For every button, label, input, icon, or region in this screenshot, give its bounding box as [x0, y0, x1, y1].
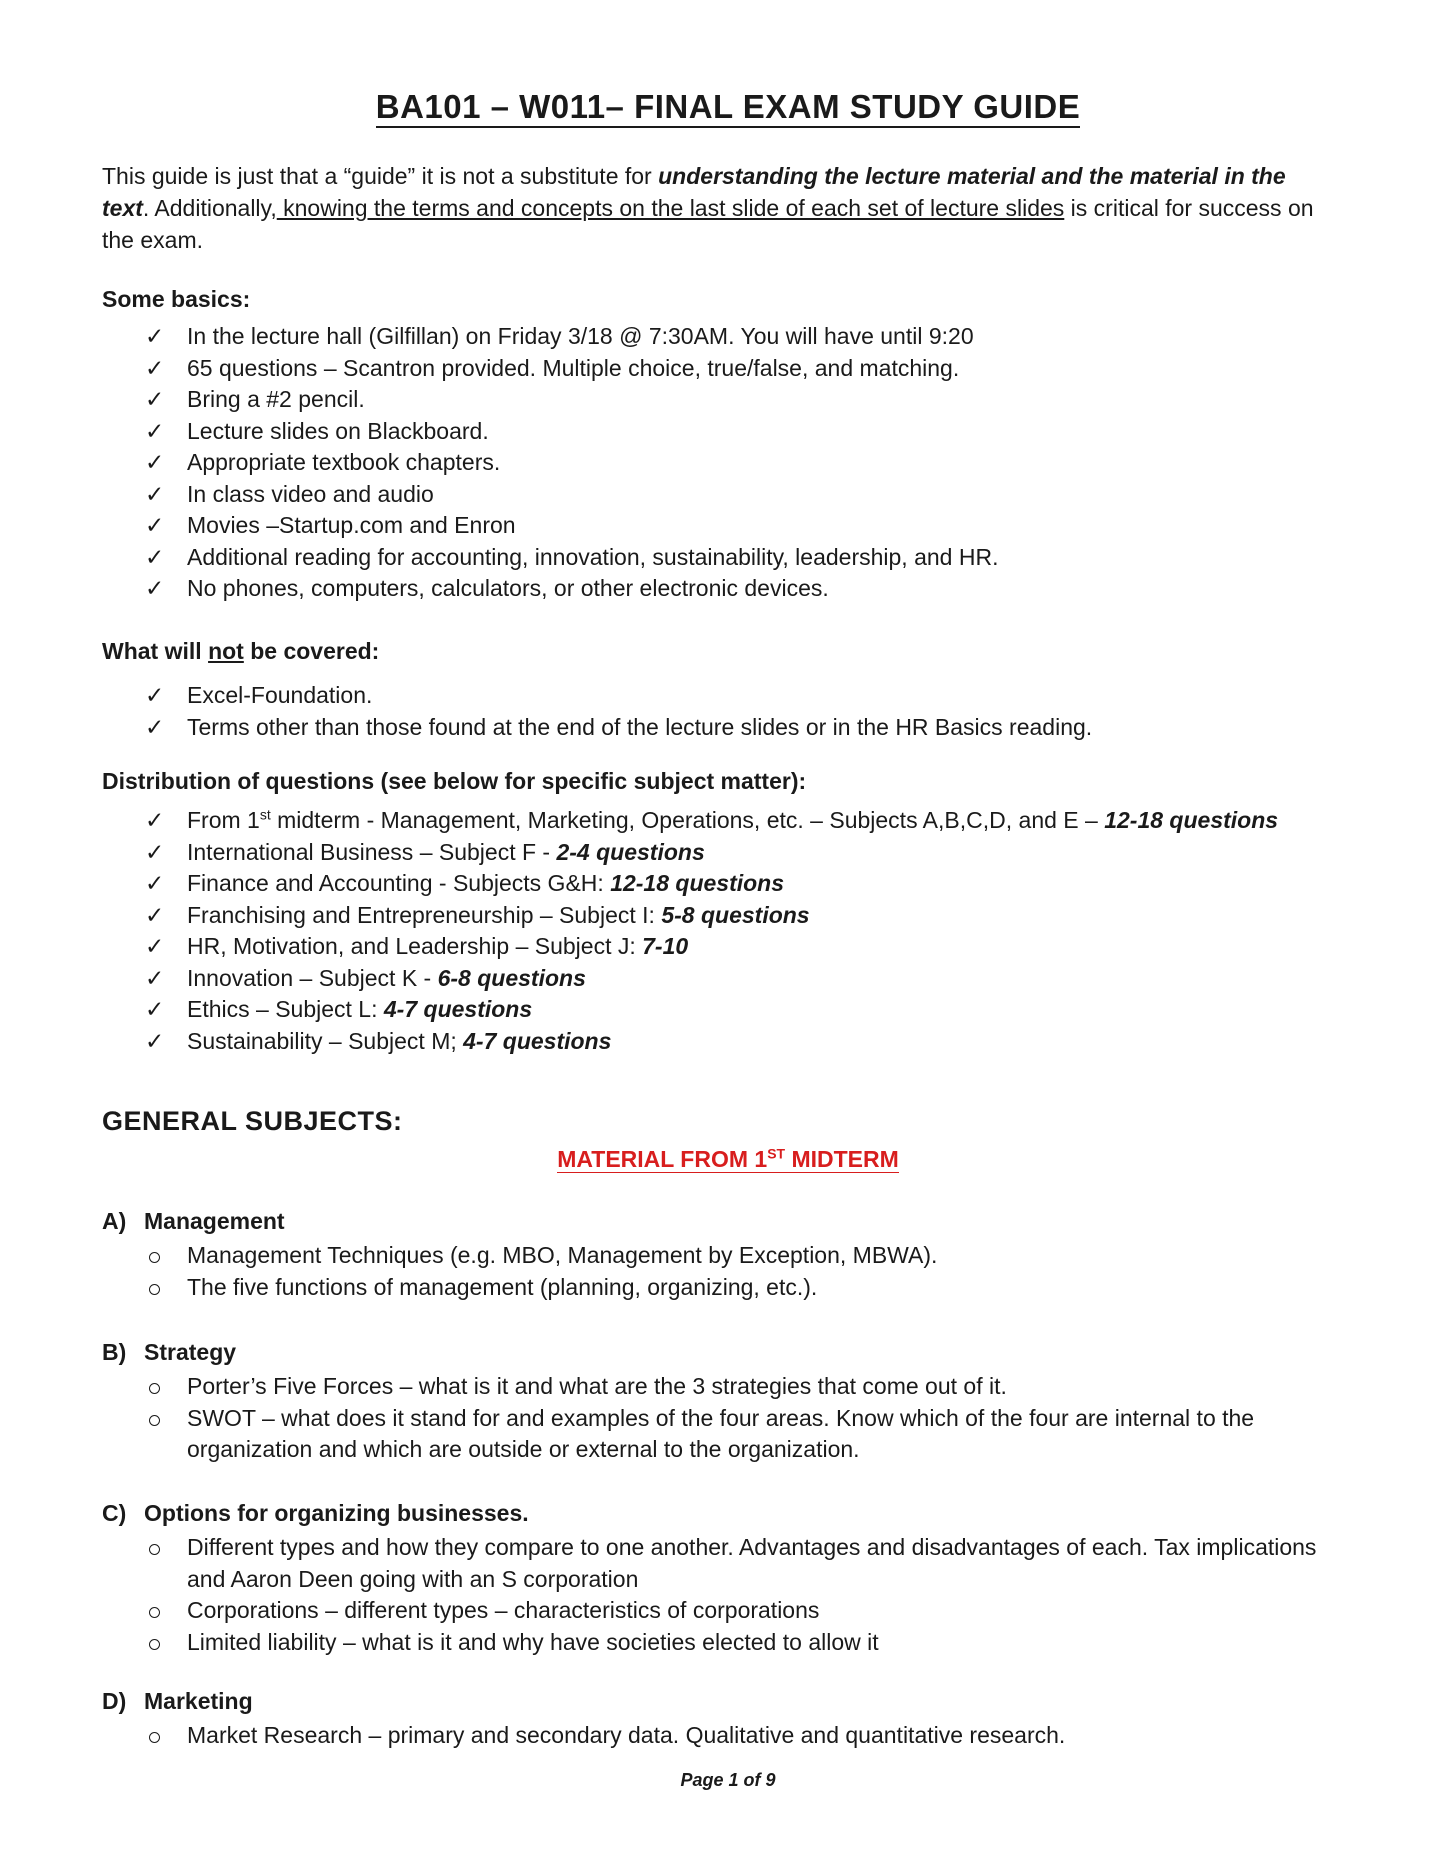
intro-text-5: is critical for success on the exam. [102, 195, 1314, 253]
checkmark-icon: ✓ [145, 543, 165, 570]
basics-item [145, 573, 998, 605]
bullet-circle-icon [149, 1415, 160, 1426]
checkmark-icon: ✓ [145, 512, 165, 538]
section-title: Marketing [144, 1688, 253, 1714]
checkmark-icon: ✓ [145, 838, 165, 865]
checkmark-icon: ✓ [145, 901, 165, 928]
not-covered-item [145, 680, 1092, 712]
distribution-heading: Distribution of questions (see below for specific subject matter): [102, 768, 807, 794]
basics-item [145, 510, 998, 542]
basics-item [145, 542, 998, 574]
distribution-item-text: Ethics – Subject L: [187, 996, 384, 1022]
section-list [145, 1720, 1065, 1752]
distribution-item [145, 1026, 1278, 1058]
basics-item-text: Additional reading for accounting, innovation, sustainability, leadership, and HR. [187, 543, 999, 570]
checkmark-icon: ✓ [145, 964, 165, 991]
footer-page-total: 9 [765, 1770, 776, 1790]
checkmark-icon: ✓ [145, 996, 165, 1022]
section-item-text: Management Techniques (e.g. MBO, Management by Exception, MBWA). [187, 1242, 938, 1268]
bullet-circle-icon [149, 1383, 160, 1394]
page-title-text: BA101 – W011– FINAL EXAM STUDY GUIDE [376, 88, 1080, 128]
section-title: Strategy [144, 1339, 237, 1365]
page-footer [0, 1770, 1456, 1791]
distribution-item-count: 5-8 questions [661, 901, 810, 928]
basics-item-text: In the lecture hall (Gilfillan) on Friday 3/18 @ 7:30AM. You will have until 9:20 [187, 323, 974, 349]
distribution-item [145, 868, 1278, 900]
basics-item [145, 416, 998, 448]
distribution-item-text: midterm - Management, Marketing, Operations, etc. – Subjects A,B,C,D, and E – [270, 807, 1105, 833]
material-pre: MATERIAL FROM 1 [557, 1146, 768, 1172]
section-item [145, 1627, 1317, 1659]
distribution-item-text: International Business – Subject F - [187, 838, 557, 865]
bullet-circle-icon [149, 1252, 160, 1263]
section-letter: C) [102, 1500, 127, 1526]
checkmark-icon: ✓ [145, 575, 165, 601]
section-letter: D) [102, 1688, 127, 1714]
distribution-item [145, 963, 1278, 995]
intro-text-emphasis: understanding the lecture material and the material in the text [102, 163, 1286, 221]
distribution-item-pre: From 1 [187, 807, 260, 833]
not-covered-heading-c: be covered: [243, 638, 380, 664]
not-covered-list [145, 680, 1092, 743]
bullet-circle-icon [149, 1544, 160, 1555]
material-post: MIDTERM [785, 1146, 899, 1172]
section-title: Options for organizing businesses. [144, 1500, 529, 1526]
section-item [145, 1272, 937, 1304]
section-letter: A) [102, 1208, 127, 1234]
section-item-text: Porter’s Five Forces – what is it and what are the 3 strategies that come out of it. [187, 1373, 1007, 1399]
basics-list [145, 321, 998, 605]
section-heading [102, 1500, 529, 1527]
footer-a: Page [680, 1770, 729, 1790]
bullet-circle-icon [149, 1732, 160, 1743]
section-item-text: Market Research – primary and secondary data. Qualitative and quantitative research. [187, 1722, 1066, 1748]
basics-item [145, 384, 998, 416]
material-heading-text [557, 1146, 899, 1173]
footer-page-number: 1 [728, 1770, 739, 1790]
section-item [145, 1403, 1317, 1466]
section-item-text: SWOT – what does it stand for and examples of the four areas. Know which of the four are internal to the organization and which are outside or external to the organization. [187, 1404, 1255, 1462]
intro-text-underlined: knowing the terms and concepts on the last slide of each set of lecture slides [276, 195, 1065, 221]
basics-item [145, 479, 998, 511]
not-covered-item-text: Terms other than those found at the end of the lecture slides or in the HR Basics reading. [187, 713, 1093, 740]
checkmark-icon: ✓ [145, 449, 165, 475]
section-item [145, 1532, 1317, 1595]
section-title: Management [144, 1208, 285, 1234]
section-item-text: Different types and how they compare to one another. Advantages and disadvantages of each. Tax implications and Aaron Deen going with an S corporation [187, 1534, 1317, 1592]
intro-text-1: This guide is just that a “guide” it is not a substitute for [102, 163, 659, 189]
section-letter: B) [102, 1339, 127, 1365]
checkmark-icon: ✓ [145, 354, 165, 381]
distribution-item-text: HR, Motivation, and Leadership – Subject J: [187, 933, 643, 959]
bullet-circle-icon [149, 1607, 160, 1618]
checkmark-icon: ✓ [145, 480, 165, 507]
not-covered-item-text: Excel-Foundation. [187, 682, 373, 708]
checkmark-icon: ✓ [145, 1027, 165, 1054]
section-item-text: The five functions of management (planning, organizing, etc.). [187, 1273, 818, 1300]
basics-item [145, 353, 998, 385]
section-item [145, 1720, 1065, 1752]
basics-item-text: Bring a #2 pencil. [187, 386, 365, 412]
section-heading [102, 1339, 236, 1366]
distribution-item-sup: st [259, 806, 271, 823]
bullet-circle-icon [149, 1284, 160, 1295]
basics-item-text: Appropriate textbook chapters. [187, 449, 501, 475]
basics-item-text: 65 questions – Scantron provided. Multiple choice, true/false, and matching. [187, 354, 960, 381]
section-item [145, 1240, 937, 1272]
distribution-item-count: 4-7 questions [383, 996, 533, 1022]
section-item-text: Limited liability – what is it and why have societies elected to allow it [187, 1628, 879, 1655]
material-sup: ST [767, 1145, 786, 1162]
section-item [145, 1371, 1317, 1403]
distribution-item-count: 12-18 questions [1104, 807, 1279, 833]
distribution-item-count: 4-7 questions [463, 1027, 612, 1054]
basics-item [145, 447, 998, 479]
material-heading [0, 1146, 1456, 1173]
checkmark-icon: ✓ [145, 933, 165, 959]
not-covered-item [145, 712, 1092, 744]
distribution-item-text: Sustainability – Subject M; [187, 1027, 464, 1054]
checkmark-icon: ✓ [145, 713, 165, 740]
distribution-item [145, 900, 1278, 932]
basics-item-text: Lecture slides on Blackboard. [187, 417, 489, 444]
distribution-item-text: Innovation – Subject K - [187, 964, 438, 991]
basics-item [145, 321, 998, 353]
distribution-item [145, 805, 1278, 837]
checkmark-icon: ✓ [145, 323, 165, 349]
basics-item-text: Movies –Startup.com and Enron [187, 512, 516, 538]
general-subjects-heading: GENERAL SUBJECTS: [102, 1106, 403, 1136]
distribution-item [145, 837, 1278, 869]
not-covered-heading [102, 638, 379, 665]
page-title [0, 88, 1456, 126]
section-list [145, 1240, 937, 1303]
checkmark-icon: ✓ [145, 870, 165, 896]
section-heading [102, 1688, 253, 1715]
section-list [145, 1371, 1317, 1466]
distribution-item-count: 6-8 questions [437, 964, 586, 991]
distribution-item [145, 931, 1278, 963]
basics-heading: Some basics: [102, 286, 251, 312]
checkmark-icon: ✓ [145, 417, 165, 444]
distribution-item-count: 12-18 questions [610, 870, 785, 896]
intro-paragraph [102, 160, 1332, 256]
intro-text-3: . Additionally, [142, 195, 277, 221]
distribution-list [145, 805, 1278, 1057]
section-heading [102, 1208, 285, 1235]
checkmark-icon: ✓ [145, 682, 165, 708]
distribution-item-count: 2-4 questions [556, 838, 705, 865]
section-list [145, 1532, 1317, 1658]
checkmark-icon: ✓ [145, 386, 165, 412]
distribution-item [145, 994, 1278, 1026]
basics-item-text: In class video and audio [187, 480, 434, 507]
not-covered-heading-a: What will [102, 638, 209, 664]
distribution-item-count: 7-10 [642, 933, 689, 959]
bullet-circle-icon [149, 1639, 160, 1650]
distribution-item-text: Finance and Accounting - Subjects G&H: [187, 870, 611, 896]
section-item-text: Corporations – different types – characteristics of corporations [187, 1597, 820, 1623]
section-item [145, 1595, 1317, 1627]
checkmark-icon: ✓ [145, 807, 165, 833]
not-covered-heading-b: not [208, 638, 244, 664]
footer-c: of [738, 1770, 766, 1790]
basics-item-text: No phones, computers, calculators, or other electronic devices. [187, 575, 829, 601]
distribution-item-text: Franchising and Entrepreneurship – Subject I: [187, 901, 662, 928]
